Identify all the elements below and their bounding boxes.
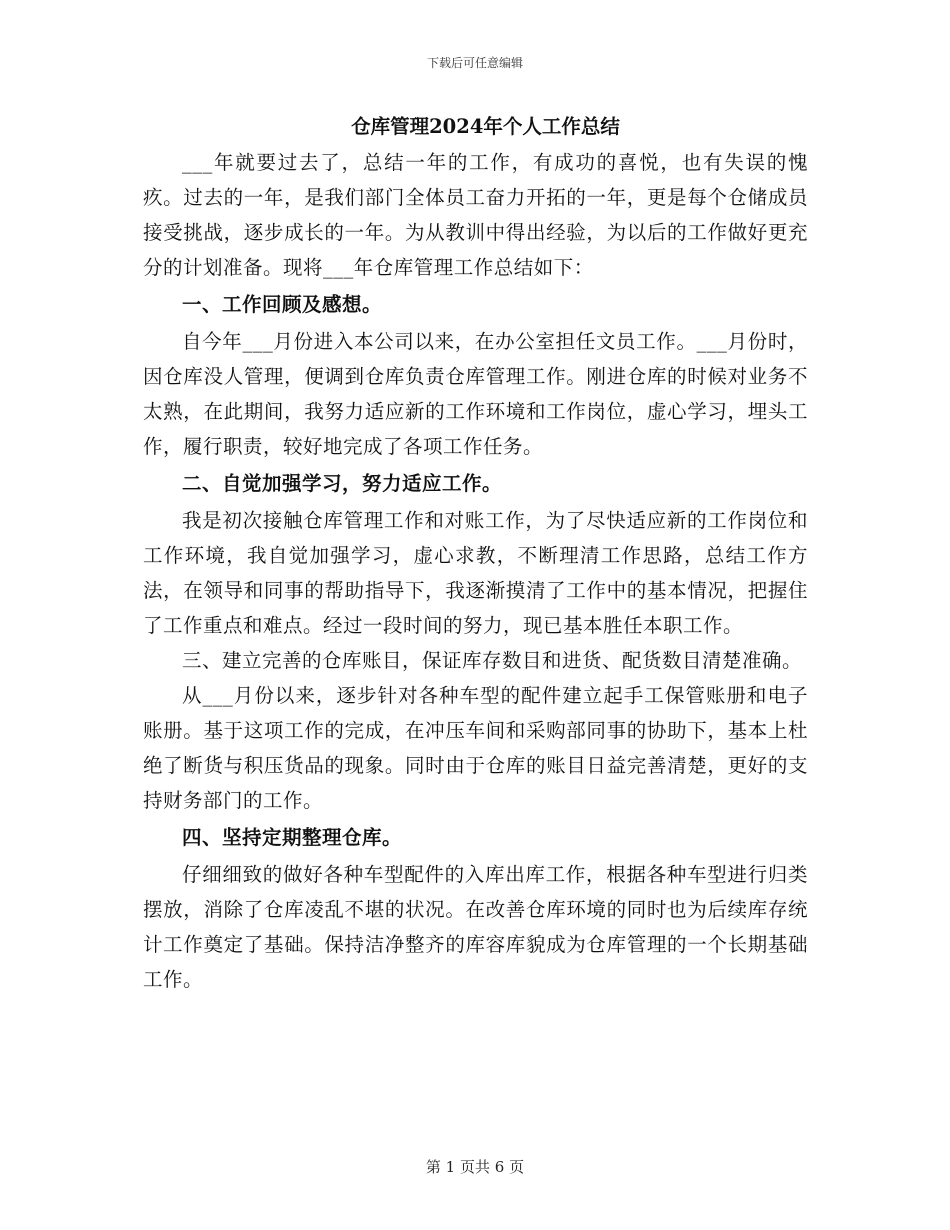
- section-body-1: 自今年___月份进入本公司以来，在办公室担任文员工作。___月份时，因仓库没人管理，便调到仓库负责仓库管理工作。刚进仓库的时候对业务不太熟，在此期间，我努力适应新的工作环境和工作岗位，虚心学习，埋头工作，履行职责，较好地完成了各项工作任务。: [143, 330, 808, 458]
- section-heading-3: 三、建立完善的仓库账目，保证库存数目和进货、配货数目清楚准确。: [182, 649, 803, 672]
- section-body-3: 从___月份以来，逐步针对各种车型的配件建立起手工保管账册和电子账册。基于这项工作的完成，在冲压车间和采购部同事的协助下，基本上杜绝了断货与积压货品的现象。同时由于仓库的账目日益完善清楚，更好的支持财务部门的工作。: [143, 684, 808, 812]
- document-body: [143, 112, 808, 997]
- page-number: 第 1 页共 6 页: [425, 1158, 525, 1176]
- document-title: 仓库管理2024年个人工作总结: [351, 115, 620, 138]
- section-heading-1: 一、工作回顾及感想。: [182, 293, 383, 316]
- section-body-2: 我是初次接触仓库管理工作和对账工作，为了尽快适应新的工作岗位和工作环境，我自觉加强学习，虚心求教，不断理清工作思路，总结工作方法，在领导和同事的帮助指导下，我逐渐摸清了工作中的基本情况，把握住了工作重点和难点。经过一段时间的努力，现已基本胜任本职工作。: [143, 509, 808, 637]
- page-header-note: 下载后可任意编辑: [426, 56, 523, 70]
- section-heading-2: 二、自觉加强学习，努力适应工作。: [182, 472, 503, 495]
- section-heading-4: 四、坚持定期整理仓库。: [182, 826, 403, 849]
- intro-paragraph: ___年就要过去了，总结一年的工作，有成功的喜悦，也有失误的愧疚。过去的一年，是我们部门全体员工奋力开拓的一年，更是每个仓储成员接受挑战，逐步成长的一年。为从教训中得出经验，为以后的工作做好更充分的计划准备。现将___年仓库管理工作总结如下：: [143, 151, 808, 279]
- section-body-4: 仔细细致的做好各种车型配件的入库出库工作，根据各种车型进行归类摆放，消除了仓库凌乱不堪的状况。在改善仓库环境的同时也为后续库存统计工作奠定了基础。保持洁净整齐的库容库貌成为仓库管理的一个长期基础工作。: [143, 863, 808, 991]
